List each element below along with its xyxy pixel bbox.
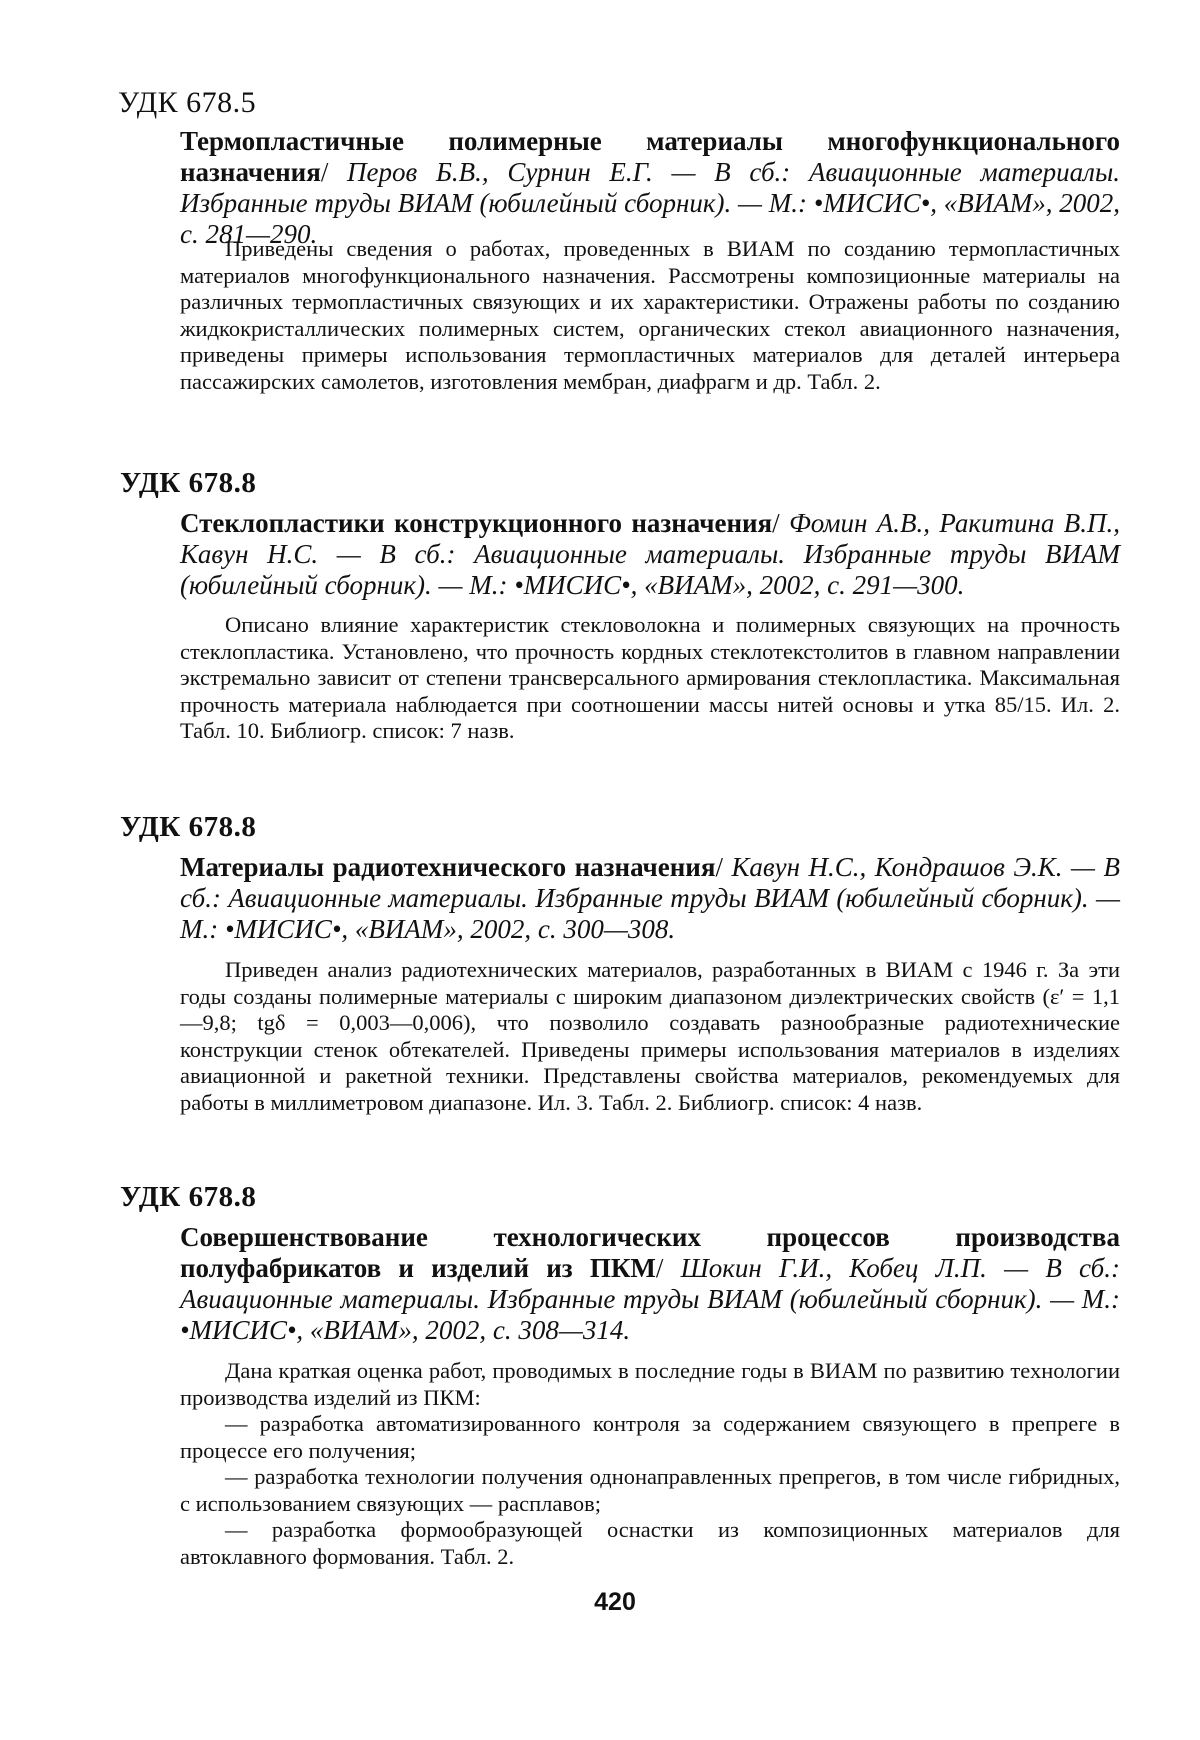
udk-code: УДК 678.8 xyxy=(120,467,257,499)
citation-authors: Перов Б.В., Сурнин Е.Г. — В сб.: Авиационные материалы. Избранные труды ВИАМ (юбилейный сборник). — М.: •МИСИС•, «ВИАМ», 2002, с. 281—290. xyxy=(180,157,1120,249)
abstract-list-item: — разработка технологии получения однонаправленных препрегов, в том числе гибридных, с использованием связующих — расплавов; xyxy=(180,1464,1120,1516)
citation: Термопластичные полимерные материалы многофункционального назначения/ Перов Б.В., Сурнин Е.Г. — В сб.: Авиационные материалы. Избранные труды ВИАМ (юбилейный сборник). — М.: •МИСИС•, «ВИАМ», 2002, с. 281—290. xyxy=(180,126,1120,249)
citation-authors: Шокин Г.И., Кобец Л.П. — В сб.: Авиационные материалы. Избранные труды ВИАМ (юбилейный сборник). — М.: •МИСИС•, «ВИАМ», 2002, с. 308—314. xyxy=(180,1253,1120,1345)
article-title: Материалы радиотехнического назначения xyxy=(180,852,716,882)
abstract-list-item: — разработка формообразующей оснастки из композиционных материалов для автоклавного формования. Табл. 2. xyxy=(180,1517,1120,1569)
abstract-text: Описано влияние характеристик стекловолокна и полимерных связующих на прочность стеклопластика. Установлено, что прочность кордных стеклотекстолитов в главном направлении экстремально зависит от степени трансверсального армирования стеклопластика. Максимальная прочность материала наблюдается при соотношении массы нитей основы и утка 85/15. Ил. 2. Табл. 10. Библиогр. список: 7 назв. xyxy=(180,612,1120,743)
citation: Материалы радиотехнического назначения/ Кавун Н.С., Кондрашов Э.К. — В сб.: Авиационные материалы. Избранные труды ВИАМ (юбилейный сборник). — М.: •МИСИС•, «ВИАМ», 2002, с. 300—308. xyxy=(180,852,1120,944)
page-number: 420 xyxy=(594,1588,636,1616)
udk-code: УДК 678.8 xyxy=(120,1181,257,1213)
citation: Совершенствование технологических процессов производства полуфабрикатов и изделий из ПКМ/ Шокин Г.И., Кобец Л.П. — В сб.: Авиационные материалы. Избранные труды ВИАМ (юбилейный сборник). — М.: •МИСИС•, «ВИАМ», 2002, с. 308—314. xyxy=(180,1222,1120,1345)
udk-code: УДК 678.5 xyxy=(118,86,257,119)
abstract-text: Приведены сведения о работах, проведенных в ВИАМ по созданию термопластичных материалов многофункционального назначения. Рассмотрены композиционные материалы на различных термопластичных связующих и их характеристики. Отражены работы по созданию жидкокристаллических полимерных систем, органических стекол авиационного назначения, приведены примеры использования термопластичных материалов для деталей интерьера пассажирских самолетов, изготовления мембран, диафрагм и др. Табл. 2. xyxy=(180,236,1120,394)
abstract-text: Приведен анализ радиотехнических материалов, разработанных в ВИАМ с 1946 г. За эти годы созданы полимерные материалы с широким диапазоном диэлектрических свойств (ε′ = 1,1—9,8; tgδ = 0,003—0,006), что позволило создавать разнообразные радиотехнические конструкции стенок обтекателей. Приведены примеры использования материалов в изделиях авиационной и ракетной техники. Представлены свойства материалов, рекомендуемых для работы в миллиметровом диапазоне. Ил. 3. Табл. 2. Библиогр. список: 4 назв. xyxy=(180,957,1120,1115)
article-title: Стеклопластики конструкционного назначения xyxy=(180,508,773,538)
abstract-text xyxy=(180,1358,1120,1570)
article-title: Совершенствование технологических процессов производства полуфабрикатов и изделий из ПКМ xyxy=(180,1222,1120,1283)
article-title: Термопластичные полимерные материалы многофункционального назначения xyxy=(180,126,1120,187)
citation-authors: Кавун Н.С., Кондрашов Э.К. — В сб.: Авиационные материалы. Избранные труды ВИАМ (юбилейный сборник). — М.: •МИСИС•, «ВИАМ», 2002, с. 300—308. xyxy=(180,852,1120,944)
citation: Стеклопластики конструкционного назначения/ Фомин А.В., Ракитина В.П., Кавун Н.С. — В сб.: Авиационные материалы. Избранные труды ВИАМ (юбилейный сборник). — М.: •МИСИС•, «ВИАМ», 2002, с. 291—300. xyxy=(180,508,1121,600)
abstract-list-item: — разработка автоматизированного контроля за содержанием связующего в препреге в процессе его получения; xyxy=(180,1411,1120,1463)
citation-authors: Фомин А.В., Ракитина В.П., Кавун Н.С. — В сб.: Авиационные материалы. Избранные труды ВИАМ (юбилейный сборник). — М.: •МИСИС•, «ВИАМ», 2002, с. 291—300. xyxy=(180,508,1121,600)
udk-code: УДК 678.8 xyxy=(120,811,257,843)
abstract-intro: Дана краткая оценка работ, проводимых в последние годы в ВИАМ по развитию технологии производства изделий из ПКМ: xyxy=(180,1358,1120,1410)
